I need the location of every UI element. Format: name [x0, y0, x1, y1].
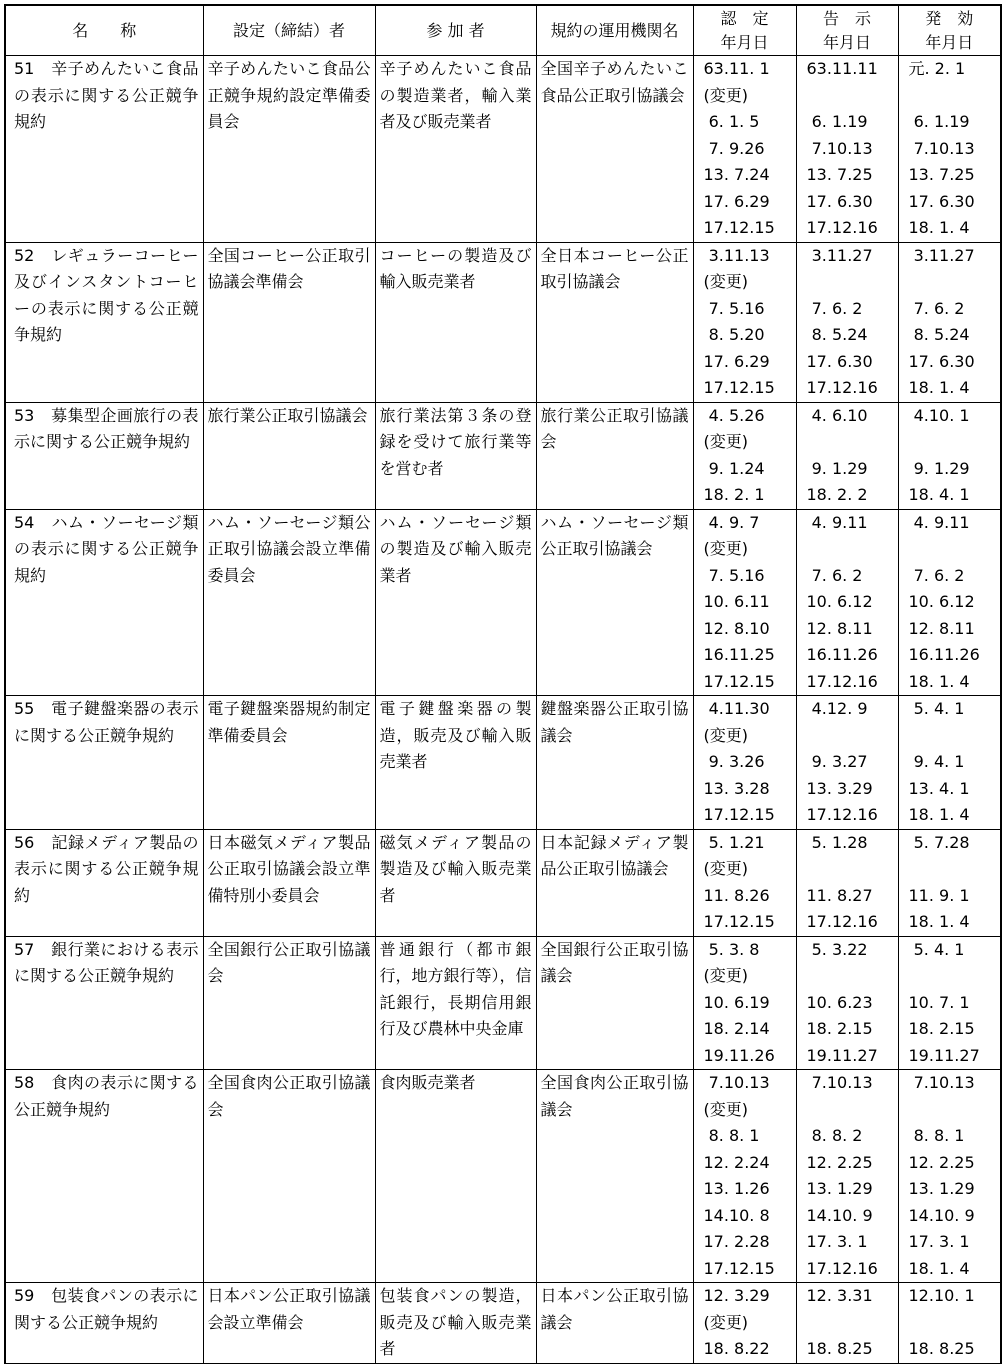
date-entry — [899, 856, 1001, 883]
date-entry: 18. 4. 1 — [908, 485, 970, 504]
row-approved-dates — [693, 402, 796, 509]
date-entry: 7. 6. 2 — [806, 298, 863, 318]
row-operator: 日本記録メディア製品公正取引協議会 — [536, 829, 693, 936]
header-notified-line2: 年月日 — [822, 32, 871, 52]
date-entry — [899, 429, 1001, 456]
date-entry: 4.11.30 — [703, 699, 770, 718]
date-entry: 11. 9. 1 — [908, 885, 970, 905]
date-entry: 18. 8.25 — [806, 1339, 873, 1358]
date-entry: 8. 8. 1 — [908, 1126, 965, 1145]
date-entry: 12.10. 1 — [908, 1286, 975, 1305]
date-entry: 10. 6.19 — [703, 992, 770, 1012]
row-approved-dates — [693, 936, 796, 1070]
date-entry: 10. 6.23 — [806, 992, 873, 1012]
date-entry: 17.12.15 — [703, 912, 775, 931]
date-entry: 4.12. 9 — [806, 699, 868, 718]
row-name: 58 食肉の表示に関する公正競争規約 — [5, 1070, 203, 1283]
date-entry: 18. 1. 4 — [908, 378, 970, 397]
row-name: 51 辛子めんたいこ食品の表示に関する公正競争規約 — [5, 56, 203, 243]
date-entry: 3.11.27 — [806, 245, 873, 265]
date-entry: 18. 2. 1 — [703, 485, 765, 504]
row-effective-dates — [898, 509, 1001, 696]
date-entry — [899, 1310, 1001, 1337]
date-entry: 7. 9.26 — [703, 138, 765, 158]
row-notified-dates — [796, 509, 898, 696]
date-entry: 4. 9. 7 — [703, 512, 760, 532]
header-effective-line2: 年月日 — [925, 32, 974, 52]
row-operator: 全日本コーヒー公正取引協議会 — [536, 242, 693, 402]
row-establisher: ハム・ソーセージ類公正取引協議会設立準備委員会 — [203, 509, 375, 696]
row-notified-dates — [796, 936, 898, 1070]
date-entry: 19.11.27 — [806, 1045, 878, 1065]
date-entry: 7.10.13 — [703, 1073, 770, 1092]
date-entry: 63.11.11 — [806, 59, 878, 78]
date-entry: 10. 6.12 — [806, 592, 873, 611]
date-entry: 13. 3.29 — [806, 778, 873, 798]
table-row — [5, 829, 1001, 936]
date-entry — [797, 963, 898, 990]
date-entry: 5. 1.21 — [703, 832, 765, 852]
date-entry — [899, 963, 1001, 990]
date-entry: 元. 2. 1 — [908, 59, 966, 78]
date-entry: 8. 8. 2 — [806, 1126, 863, 1145]
date-entry: 9. 1.29 — [806, 458, 868, 478]
date-entry: 17. 6.30 — [908, 191, 975, 211]
row-operator: 日本パン公正取引協議会 — [536, 1283, 693, 1364]
row-participants: コーヒーの製造及び輸入販売業者 — [375, 242, 536, 402]
header-name: 名 称 — [5, 5, 203, 56]
date-entry: 17.12.16 — [806, 1258, 878, 1278]
row-operator: 旅行業公正取引協議会 — [536, 402, 693, 509]
row-notified-dates — [796, 696, 898, 830]
date-entry: 7.10.13 — [908, 138, 975, 158]
row-approved-dates — [693, 242, 796, 402]
date-entry: 5. 3. 8 — [703, 939, 760, 959]
date-entry — [797, 429, 898, 456]
date-entry: 7. 6. 2 — [806, 565, 863, 585]
date-entry — [899, 536, 1001, 563]
row-participants: 普通銀行（都市銀行，地方銀行等），信託銀行，長期信用銀行及び農林中央金庫 — [375, 936, 536, 1070]
date-entry: 17.12.15 — [703, 1258, 775, 1278]
row-notified-dates — [796, 242, 898, 402]
row-participants: 包装食パンの製造，販売及び輸入販売業者 — [375, 1283, 536, 1364]
date-entry: 17.12.16 — [806, 378, 878, 397]
date-entry: 12. 3.31 — [806, 1286, 873, 1305]
date-entry: 7.10.13 — [806, 138, 873, 158]
row-participants: ハム・ソーセージ類の製造及び輸入販売業者 — [375, 509, 536, 696]
date-entry: 17. 2.28 — [703, 1232, 770, 1251]
table-row — [5, 1283, 1001, 1364]
date-entry: 8. 5.20 — [703, 325, 765, 344]
date-entry: 17.12.15 — [703, 218, 775, 237]
date-entry — [797, 1310, 898, 1337]
date-entry: 18. 2.15 — [806, 1019, 873, 1038]
date-entry: 9. 4. 1 — [908, 752, 965, 771]
row-notified-dates — [796, 1283, 898, 1364]
row-effective-dates — [898, 402, 1001, 509]
date-entry: 8. 8. 1 — [703, 1126, 760, 1145]
date-entry: 17. 6.29 — [703, 351, 770, 371]
date-entry — [899, 1097, 1001, 1124]
date-entry: 10. 7. 1 — [908, 992, 970, 1012]
date-entry: 5. 1.28 — [806, 832, 868, 852]
date-entry: 16.11.26 — [806, 645, 878, 664]
row-effective-dates — [898, 56, 1001, 243]
row-effective-dates — [898, 1283, 1001, 1364]
date-entry: 18. 1. 4 — [908, 805, 970, 824]
date-entry: (変更) — [703, 1312, 748, 1332]
date-entry: 9. 1.29 — [908, 458, 970, 478]
date-entry: 12. 8.11 — [908, 618, 975, 638]
date-entry: 13. 4. 1 — [908, 778, 970, 798]
row-effective-dates — [898, 1070, 1001, 1283]
row-name: 59 包装食パンの表示に関する公正競争規約 — [5, 1283, 203, 1364]
row-establisher: 全国コーヒー公正取引協議会準備会 — [203, 242, 375, 402]
row-approved-dates — [693, 696, 796, 830]
row-participants: 電子鍵盤楽器の製造，販売及び輸入販売業者 — [375, 696, 536, 830]
date-entry: (変更) — [703, 725, 748, 745]
date-entry: 13. 3.28 — [703, 778, 770, 798]
date-entry: 7.10.13 — [908, 1073, 975, 1092]
date-entry: 17.12.16 — [806, 912, 878, 931]
row-name: 53 募集型企画旅行の表示に関する公正競争規約 — [5, 402, 203, 509]
date-entry: 7. 6. 2 — [908, 298, 965, 318]
date-entry: 13. 1.29 — [908, 1179, 975, 1198]
date-entry: 4. 9.11 — [806, 512, 868, 532]
date-entry: 10. 6.11 — [703, 592, 770, 611]
date-entry: 7. 6. 2 — [908, 565, 965, 585]
date-entry: 17. 6.30 — [806, 351, 873, 371]
date-entry: 18. 2.15 — [908, 1019, 975, 1038]
date-entry: 17.12.15 — [703, 378, 775, 397]
date-entry: 13. 7.25 — [806, 165, 873, 184]
row-effective-dates — [898, 696, 1001, 830]
date-entry — [899, 723, 1001, 750]
date-entry — [797, 856, 898, 883]
date-entry: 17. 6.30 — [806, 191, 873, 211]
row-name: 55 電子鍵盤楽器の表示に関する公正競争規約 — [5, 696, 203, 830]
date-entry: 7.10.13 — [806, 1073, 873, 1092]
table-row — [5, 936, 1001, 1070]
header-approved-line1: 認 定 — [720, 8, 769, 28]
date-entry: 12. 2.25 — [806, 1152, 873, 1172]
date-entry: 18. 1. 4 — [908, 1258, 970, 1278]
date-entry — [797, 269, 898, 296]
date-entry: 14.10. 9 — [908, 1205, 975, 1225]
row-approved-dates — [693, 56, 796, 243]
row-effective-dates — [898, 829, 1001, 936]
date-entry: 18. 8.22 — [703, 1339, 770, 1358]
date-entry: 9. 3.26 — [703, 752, 765, 771]
date-entry: 8. 5.24 — [908, 325, 970, 344]
date-entry — [797, 536, 898, 563]
row-approved-dates — [693, 1283, 796, 1364]
date-entry: 14.10. 9 — [806, 1205, 873, 1225]
date-entry: 18. 2. 2 — [806, 485, 868, 504]
row-operator: 鍵盤楽器公正取引協議会 — [536, 696, 693, 830]
row-operator: 全国食肉公正取引協議会 — [536, 1070, 693, 1283]
header-effective-line1: 発 効 — [925, 8, 974, 28]
row-establisher: 日本磁気メディア製品公正取引協議会設立準備特別小委員会 — [203, 829, 375, 936]
table-row — [5, 696, 1001, 830]
table-row — [5, 509, 1001, 696]
date-entry: 16.11.26 — [908, 645, 980, 664]
header-approved-line2: 年月日 — [720, 32, 769, 52]
date-entry: (変更) — [703, 966, 748, 985]
date-entry: 4. 9.11 — [908, 512, 970, 532]
table-row — [5, 242, 1001, 402]
date-entry: 13. 7.24 — [703, 165, 770, 184]
date-entry: 4. 5.26 — [703, 405, 765, 425]
date-entry: 63.11. 1 — [703, 59, 770, 78]
date-entry: 6. 1. 5 — [703, 112, 760, 131]
date-entry: 5. 4. 1 — [908, 939, 965, 959]
date-entry: 17.12.16 — [806, 671, 878, 691]
date-entry: 11. 8.26 — [703, 885, 770, 905]
table-row — [5, 402, 1001, 509]
date-entry: (変更) — [703, 432, 748, 451]
date-entry: 8. 5.24 — [806, 325, 868, 344]
date-entry: 5. 3.22 — [806, 939, 868, 959]
header-operator: 規約の運用機関名 — [536, 5, 693, 56]
date-entry: 9. 1.24 — [703, 458, 765, 478]
date-entry — [899, 83, 1001, 110]
date-entry: (変更) — [703, 859, 748, 878]
row-approved-dates — [693, 829, 796, 936]
table-row — [5, 1070, 1001, 1283]
date-entry: 10. 6.12 — [908, 592, 975, 611]
row-operator: 全国銀行公正取引協議会 — [536, 936, 693, 1070]
date-entry — [797, 83, 898, 110]
header-participants: 参 加 者 — [375, 5, 536, 56]
row-notified-dates — [796, 829, 898, 936]
date-entry: 3.11.13 — [703, 245, 770, 265]
date-entry: 12. 3.29 — [703, 1286, 770, 1305]
header-notified-line1: 告 示 — [822, 8, 871, 28]
header-approved — [693, 5, 796, 56]
date-entry: 12. 2.25 — [908, 1152, 975, 1172]
fair-competition-code-table — [4, 4, 1002, 1364]
date-entry — [899, 269, 1001, 296]
row-notified-dates — [796, 56, 898, 243]
date-entry: 19.11.26 — [703, 1045, 775, 1065]
date-entry: 3.11.27 — [908, 245, 975, 265]
date-entry: 18. 1. 4 — [908, 218, 970, 237]
row-notified-dates — [796, 1070, 898, 1283]
table-body — [5, 56, 1001, 1364]
date-entry: (変更) — [703, 272, 748, 291]
row-name: 56 記録メディア製品の表示に関する公正競争規約 — [5, 829, 203, 936]
date-entry: 17. 3. 1 — [806, 1232, 868, 1251]
date-entry: 9. 3.27 — [806, 752, 868, 771]
row-participants: 辛子めんたいこ食品の製造業者，輸入業者及び販売業者 — [375, 56, 536, 243]
row-name: 52 レギュラーコーヒー及びインスタントコーヒーの表示に関する公正競争規約 — [5, 242, 203, 402]
date-entry: 17. 6.29 — [703, 191, 770, 211]
table-row — [5, 56, 1001, 243]
date-entry: 12. 2.24 — [703, 1152, 770, 1172]
date-entry: 13. 1.26 — [703, 1179, 770, 1198]
date-entry: 18. 1. 4 — [908, 912, 970, 931]
date-entry: 7. 5.16 — [703, 565, 765, 585]
date-entry: 12. 8.11 — [806, 618, 873, 638]
date-entry: (変更) — [703, 85, 748, 105]
date-entry: 17. 6.30 — [908, 351, 975, 371]
date-entry — [797, 723, 898, 750]
date-entry — [797, 1097, 898, 1124]
date-entry: 13. 7.25 — [908, 165, 975, 184]
date-entry: 11. 8.27 — [806, 885, 873, 905]
date-entry: 5. 4. 1 — [908, 699, 965, 718]
date-entry: 5. 7.28 — [908, 832, 970, 852]
row-establisher: 全国銀行公正取引協議会 — [203, 936, 375, 1070]
row-effective-dates — [898, 936, 1001, 1070]
row-establisher: 全国食肉公正取引協議会 — [203, 1070, 375, 1283]
row-establisher: 日本パン公正取引協議会設立準備会 — [203, 1283, 375, 1364]
header-notified — [796, 5, 898, 56]
date-entry: 14.10. 8 — [703, 1205, 770, 1225]
header-establisher: 設定（締結）者 — [203, 5, 375, 56]
row-notified-dates — [796, 402, 898, 509]
date-entry: (変更) — [703, 539, 748, 558]
row-participants: 磁気メディア製品の製造及び輸入販売業者 — [375, 829, 536, 936]
row-operator: 全国辛子めんたいこ食品公正取引協議会 — [536, 56, 693, 243]
date-entry: 19.11.27 — [908, 1045, 980, 1065]
row-approved-dates — [693, 1070, 796, 1283]
date-entry: 17.12.15 — [703, 671, 775, 691]
date-entry: 4.10. 1 — [908, 405, 970, 425]
row-establisher: 辛子めんたいこ食品公正競争規約設定準備委員会 — [203, 56, 375, 243]
row-effective-dates — [898, 242, 1001, 402]
row-approved-dates — [693, 509, 796, 696]
row-operator: ハム・ソーセージ類公正取引協議会 — [536, 509, 693, 696]
date-entry: (変更) — [703, 1099, 748, 1119]
date-entry: 16.11.25 — [703, 645, 775, 664]
page — [4, 4, 1000, 1364]
date-entry: 18. 2.14 — [703, 1019, 770, 1038]
date-entry: 6. 1.19 — [908, 112, 970, 131]
date-entry: 17. 3. 1 — [908, 1232, 970, 1251]
row-establisher: 旅行業公正取引協議会 — [203, 402, 375, 509]
date-entry: 18. 1. 4 — [908, 671, 970, 691]
date-entry: 6. 1.19 — [806, 112, 868, 131]
row-name: 54 ハム・ソーセージ類の表示に関する公正競争規約 — [5, 509, 203, 696]
row-name: 57 銀行業における表示に関する公正競争規約 — [5, 936, 203, 1070]
date-entry: 12. 8.10 — [703, 618, 770, 638]
date-entry: 17.12.16 — [806, 218, 878, 237]
date-entry: 4. 6.10 — [806, 405, 868, 425]
date-entry: 18. 8.25 — [908, 1339, 975, 1358]
header-effective — [898, 5, 1001, 56]
row-establisher: 電子鍵盤楽器規約制定準備委員会 — [203, 696, 375, 830]
date-entry: 17.12.15 — [703, 805, 775, 824]
header-row — [5, 5, 1001, 56]
date-entry: 13. 1.29 — [806, 1179, 873, 1198]
date-entry: 7. 5.16 — [703, 298, 765, 318]
row-participants: 旅行業法第３条の登録を受けて旅行業等を営む者 — [375, 402, 536, 509]
date-entry: 17.12.16 — [806, 805, 878, 824]
row-participants: 食肉販売業者 — [375, 1070, 536, 1283]
